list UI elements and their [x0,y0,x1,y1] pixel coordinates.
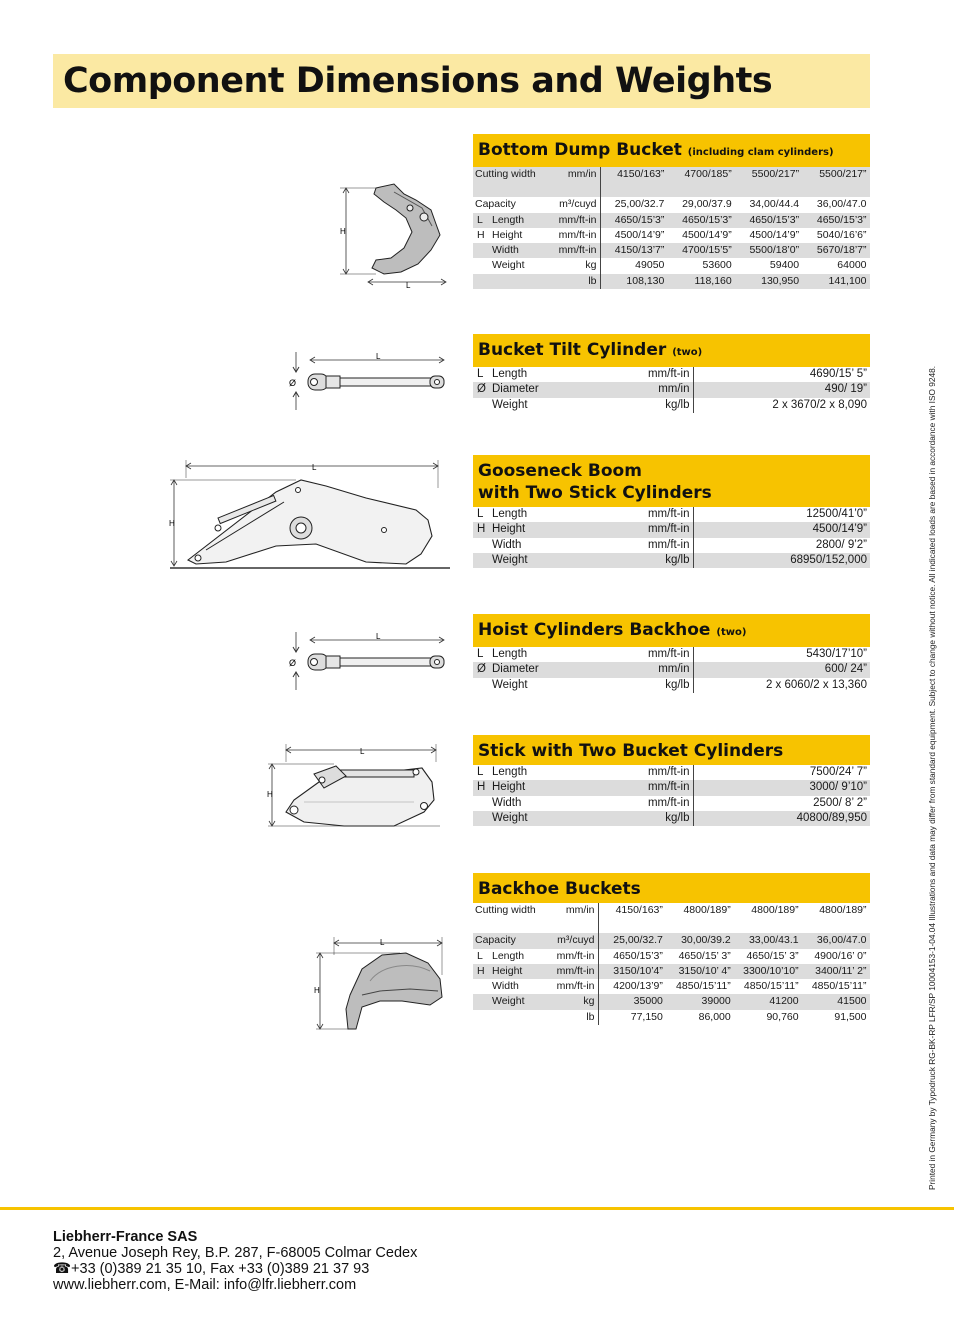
stick-table: L Length mm/ft-in 7500/24’ 7” H Height mm/ft-in 3000/ 9’10” Width mm/ft-in 2500/ 8’ 2” Weight kg/lb 40800/89,950 [473,765,870,826]
gooseneck-boom-drawing [166,458,456,574]
tilt-cylinder-heading: Bucket Tilt Cylinder (two) [473,334,870,367]
bottom-dump-bucket-section [473,134,870,289]
bottom-dump-bucket-drawing [336,180,451,292]
tilt-cylinder-section [473,334,870,413]
gooseneck-boom-heading: Gooseneck Boom with Two Stick Cylinders [473,455,870,507]
hoist-cylinder-drawing [284,630,454,692]
dim-l-label: L [376,632,381,641]
stick-section [473,735,870,826]
bottom-dump-bucket-heading: Bottom Dump Bucket (including clam cylinders) [473,134,870,167]
footer-rule [0,1207,954,1210]
dim-l-label: L [380,938,385,947]
hoist-cylinder-table: L Length mm/ft-in 5430/17’10” Ø Diameter mm/in 600/ 24” Weight kg/lb 2 x 6060/2 x 13,360 [473,647,870,693]
dim-diameter-label: Ø [289,658,297,668]
dim-h-label: H [169,519,175,528]
footer-web[interactable]: www.liebherr.com, E-Mail: info@lfr.liebherr.com [53,1277,357,1293]
footer-phone-line [53,1261,417,1277]
bottom-dump-bucket-table: Cutting width mm/in 4150/163” 4700/185” 5500/217” 5500/217” Capacity m³/cuyd 25,00/32.7 29,00/37.9 34,00/44.4 36,00/47.0 L Length mm/ft-in 4650/15’3” 4650/15’3” 4650/15’3” 4650/15’3” H Height mm/ft-in 4500/14’9” 4500/14’9” 4500/14’9” 5040/16’6” Width mm/ft-in 4150/13’7” 4700/15’5” 5500/18’0” 5670/18’7” Weight kg 49050 53600 59400 64000 lb 108,130 118,160 130,950 141,100 [473,167,870,289]
footer-company: Liebherr-France SAS [53,1229,198,1245]
tilt-cylinder-table: L Length mm/ft-in 4690/15’ 5” Ø Diameter mm/in 490/ 19” Weight kg/lb 2 x 3670/2 x 8,090 [473,367,870,413]
hoist-cylinder-heading: Hoist Cylinders Backhoe (two) [473,614,870,647]
backhoe-bucket-drawing [310,935,450,1035]
dim-diameter-label: Ø [289,378,297,388]
backhoe-bucket-section [473,873,870,1025]
dim-h-label: H [340,227,346,236]
dim-h-label: H [267,790,273,799]
dim-h-label: H [314,986,320,995]
footer [53,1229,417,1293]
dim-l-label: L [376,352,381,361]
footer-phone: +33 (0)389 21 35 10, Fax +33 (0)389 21 37 93 [71,1261,370,1277]
dim-l-label: L [312,463,317,472]
stick-drawing [264,742,444,830]
backhoe-bucket-table: Cutting width mm/in 4150/163” 4800/189” 4800/189” 4800/189” Capacity m³/cuyd 25,00/32.7 30,00/39.2 33,00/43.1 36,00/47.0 L Length mm/ft-in 4650/15’3” 4650/15’ 3” 4650/15’ 3” 4900/16’ 0” H Height mm/ft-in 3150/10’4” 3150/10’ 4” 3300/10’10” 3400/11’ 2” Width mm/ft-in 4200/13’9” 4850/15’11” 4850/15’11” 4850/15’11” Weight kg 35000 39000 41200 41500 lb 77,150 86,000 90,760 91,500 [473,903,870,1025]
dim-l-label: L [406,281,411,290]
dim-l-label: L [360,747,365,756]
gooseneck-boom-section [473,455,870,568]
page-title: Component Dimensions and Weights [53,54,870,108]
footer-address: 2, Avenue Joseph Rey, B.P. 287, F-68005 Colmar Cedex [53,1245,418,1261]
gooseneck-boom-table: L Length mm/ft-in 12500/41’0” H Height mm/ft-in 4500/14’9” Width mm/ft-in 2800/ 9’2” Weight kg/lb 68950/152,000 [473,507,870,568]
backhoe-bucket-heading: Backhoe Buckets [473,873,870,903]
tilt-cylinder-drawing [284,350,454,412]
side-note: Printed in Germany by Typodruck RG-BK-RP LFR/SP 10004153-1-04.04 Illustrations and data may differ from standard equipment. Subject to change without notice. All indicated loads are based in accordance with ISO 9248. [927,365,937,1190]
stick-heading: Stick with Two Bucket Cylinders [473,735,870,765]
phone-icon: ☎ [53,1261,72,1277]
hoist-cylinder-section [473,614,870,693]
